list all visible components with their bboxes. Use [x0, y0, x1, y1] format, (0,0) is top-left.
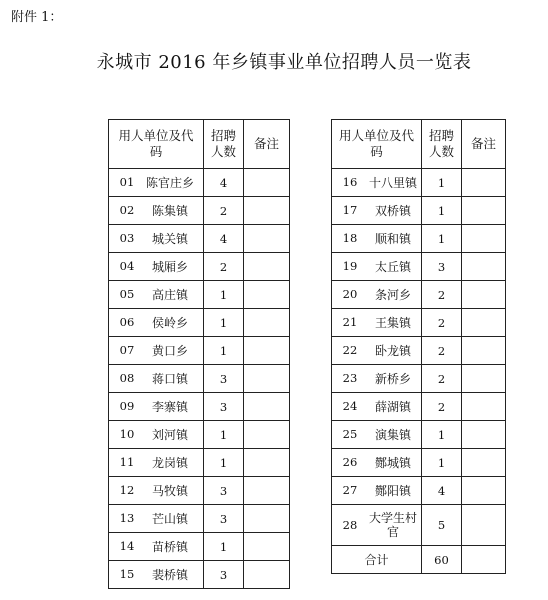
unit-name: 卧龙镇: [374, 343, 411, 358]
unit-name: 城关镇: [151, 231, 188, 246]
unit-name: 侯岭乡: [151, 315, 188, 330]
unit-name: 刘河镇: [151, 427, 188, 442]
table-row: [109, 505, 290, 533]
unit-name: 陈集镇: [151, 203, 188, 218]
unit-cell: [109, 169, 204, 197]
unit-code: 13: [119, 511, 135, 526]
remark-cell: [244, 449, 290, 477]
unit-code: 17: [342, 203, 358, 218]
remark-cell: [462, 169, 506, 197]
remark-cell: [462, 337, 506, 365]
unit-cell: [332, 253, 422, 281]
unit-cell: [109, 253, 204, 281]
remark-cell: [244, 393, 290, 421]
unit-cell: [109, 421, 204, 449]
unit-cell: [332, 393, 422, 421]
unit-code: 14: [119, 539, 135, 554]
unit-name: 十八里镇: [368, 175, 417, 190]
remark-cell: [244, 561, 290, 589]
recruit-count: 2: [422, 365, 462, 393]
unit-name: 龙岗镇: [151, 455, 188, 470]
unit-code: 22: [342, 343, 358, 358]
recruit-count: 1: [204, 281, 244, 309]
remark-cell: [462, 309, 506, 337]
recruit-count: 2: [204, 253, 244, 281]
recruitment-table-right: [331, 119, 506, 574]
unit-name: 薛湖镇: [374, 399, 411, 414]
table-row: [332, 449, 506, 477]
recruit-count: 1: [422, 225, 462, 253]
unit-cell: [109, 365, 204, 393]
unit-cell: [332, 337, 422, 365]
unit-code: 18: [342, 231, 358, 246]
unit-name: 城厢乡: [151, 259, 188, 274]
table-row: [109, 393, 290, 421]
unit-code: 03: [119, 231, 135, 246]
unit-code: 20: [342, 287, 358, 302]
unit-cell: [109, 337, 204, 365]
remark-cell: [462, 449, 506, 477]
unit-code: 25: [342, 427, 358, 442]
header-unit-code: 用人单位及代码: [109, 120, 204, 169]
left-table-body: [109, 169, 290, 589]
table-row: [109, 449, 290, 477]
table-row: [332, 505, 506, 546]
recruit-count: 1: [204, 421, 244, 449]
unit-code: 07: [119, 343, 135, 358]
unit-cell: [109, 561, 204, 589]
unit-cell: [109, 225, 204, 253]
unit-cell: [332, 449, 422, 477]
unit-cell: [332, 365, 422, 393]
unit-name: 酂阳镇: [374, 483, 411, 498]
remark-cell: [462, 197, 506, 225]
table-row: [109, 421, 290, 449]
unit-code: 01: [119, 175, 135, 190]
unit-name: 陈官庄乡: [145, 175, 194, 190]
remark-cell: [244, 253, 290, 281]
unit-name: 顺和镇: [374, 231, 411, 246]
unit-name: 苗桥镇: [151, 539, 188, 554]
table-row: [332, 309, 506, 337]
recruit-count: 3: [204, 365, 244, 393]
total-row: [332, 546, 506, 574]
table-row: [332, 365, 506, 393]
unit-cell: [109, 449, 204, 477]
remark-cell: [244, 169, 290, 197]
recruit-count: 1: [204, 309, 244, 337]
recruitment-table-left: [108, 119, 290, 589]
unit-name: 黄口乡: [151, 343, 188, 358]
unit-cell: [332, 477, 422, 505]
table-row: [332, 337, 506, 365]
unit-cell: [332, 281, 422, 309]
unit-cell: [109, 309, 204, 337]
unit-code: 21: [342, 315, 358, 330]
table-row: [109, 365, 290, 393]
recruit-count: 3: [422, 253, 462, 281]
unit-name: 双桥镇: [374, 203, 411, 218]
unit-code: 06: [119, 315, 135, 330]
header-remarks: 备注: [462, 120, 506, 169]
header-unit-code: 用人单位及代码: [332, 120, 422, 169]
recruit-count: 4: [204, 225, 244, 253]
unit-name: 大学生村官: [368, 511, 417, 539]
header-recruit-count: 招聘人数: [204, 120, 244, 169]
table-row: [332, 393, 506, 421]
table-row: [109, 281, 290, 309]
recruit-count: 1: [422, 197, 462, 225]
unit-name: 太丘镇: [374, 259, 411, 274]
total-count: 60: [422, 546, 462, 574]
table-row: [109, 225, 290, 253]
remark-cell: [462, 225, 506, 253]
total-remark: [462, 546, 506, 574]
recruit-count: 3: [204, 477, 244, 505]
unit-cell: [109, 393, 204, 421]
unit-name: 马牧镇: [151, 483, 188, 498]
unit-cell: [332, 421, 422, 449]
unit-code: 08: [119, 371, 135, 386]
unit-code: 19: [342, 259, 358, 274]
unit-code: 05: [119, 287, 135, 302]
remark-cell: [244, 281, 290, 309]
table-row: [109, 197, 290, 225]
unit-cell: [332, 197, 422, 225]
remark-cell: [462, 281, 506, 309]
unit-name: 条河乡: [374, 287, 411, 302]
unit-name: 演集镇: [374, 427, 411, 442]
unit-cell: [332, 505, 422, 546]
right-table-body: [332, 169, 506, 574]
unit-name: 王集镇: [374, 315, 411, 330]
recruit-count: 1: [422, 449, 462, 477]
unit-name: 蒋口镇: [151, 371, 188, 386]
unit-name: 酂城镇: [374, 455, 411, 470]
table-row: [109, 533, 290, 561]
recruit-count: 1: [204, 337, 244, 365]
recruit-count: 2: [422, 281, 462, 309]
recruit-count: 4: [204, 169, 244, 197]
recruit-count: 1: [422, 169, 462, 197]
unit-code: 12: [119, 483, 135, 498]
unit-code: 10: [119, 427, 135, 442]
recruit-count: 5: [422, 505, 462, 546]
recruit-count: 4: [422, 477, 462, 505]
remark-cell: [462, 393, 506, 421]
remark-cell: [244, 505, 290, 533]
remark-cell: [244, 477, 290, 505]
recruit-count: 3: [204, 393, 244, 421]
unit-cell: [109, 281, 204, 309]
unit-name: 裴桥镇: [151, 567, 188, 582]
table-row: [109, 561, 290, 589]
header-remarks: 备注: [244, 120, 290, 169]
unit-code: 16: [342, 175, 358, 190]
unit-cell: [109, 505, 204, 533]
unit-code: 09: [119, 399, 135, 414]
unit-code: 24: [342, 399, 358, 414]
remark-cell: [462, 505, 506, 546]
remark-cell: [462, 421, 506, 449]
unit-code: 26: [342, 455, 358, 470]
table-row: [332, 225, 506, 253]
unit-cell: [332, 309, 422, 337]
unit-code: 04: [119, 259, 135, 274]
unit-cell: [109, 197, 204, 225]
unit-cell: [332, 225, 422, 253]
recruit-count: 3: [204, 505, 244, 533]
table-row: [332, 281, 506, 309]
table-row: [109, 309, 290, 337]
remark-cell: [244, 225, 290, 253]
table-row: [332, 169, 506, 197]
unit-name: 芒山镇: [151, 511, 188, 526]
remark-cell: [244, 533, 290, 561]
table-row: [332, 477, 506, 505]
recruit-count: 2: [204, 197, 244, 225]
table-row: [332, 197, 506, 225]
unit-cell: [109, 477, 204, 505]
unit-code: 15: [119, 567, 135, 582]
unit-cell: [332, 169, 422, 197]
unit-name: 新桥乡: [374, 371, 411, 386]
unit-cell: [109, 533, 204, 561]
table-row: [332, 253, 506, 281]
table-row: [109, 337, 290, 365]
remark-cell: [244, 365, 290, 393]
unit-code: 23: [342, 371, 358, 386]
table-row: [109, 253, 290, 281]
recruit-count: 2: [422, 309, 462, 337]
unit-code: 28: [342, 517, 358, 532]
annex-label: 附件 1：: [11, 10, 63, 25]
remark-cell: [462, 253, 506, 281]
recruit-count: 1: [422, 421, 462, 449]
table-row: [332, 421, 506, 449]
remark-cell: [462, 477, 506, 505]
remark-cell: [244, 337, 290, 365]
recruit-count: 3: [204, 561, 244, 589]
unit-code: 27: [342, 483, 358, 498]
unit-name: 李寨镇: [151, 399, 188, 414]
unit-name: 高庄镇: [151, 287, 188, 302]
remark-cell: [244, 309, 290, 337]
remark-cell: [462, 365, 506, 393]
page-title: 永城市 2016 年乡镇事业单位招聘人员一览表: [96, 52, 472, 73]
total-label: 合计: [332, 546, 422, 574]
recruit-count: 1: [204, 449, 244, 477]
table-row: [109, 169, 290, 197]
recruit-count: 2: [422, 337, 462, 365]
header-recruit-count: 招聘人数: [422, 120, 462, 169]
remark-cell: [244, 421, 290, 449]
unit-code: 11: [119, 455, 135, 470]
recruit-count: 1: [204, 533, 244, 561]
table-row: [109, 477, 290, 505]
remark-cell: [244, 197, 290, 225]
recruit-count: 2: [422, 393, 462, 421]
unit-code: 02: [119, 203, 135, 218]
